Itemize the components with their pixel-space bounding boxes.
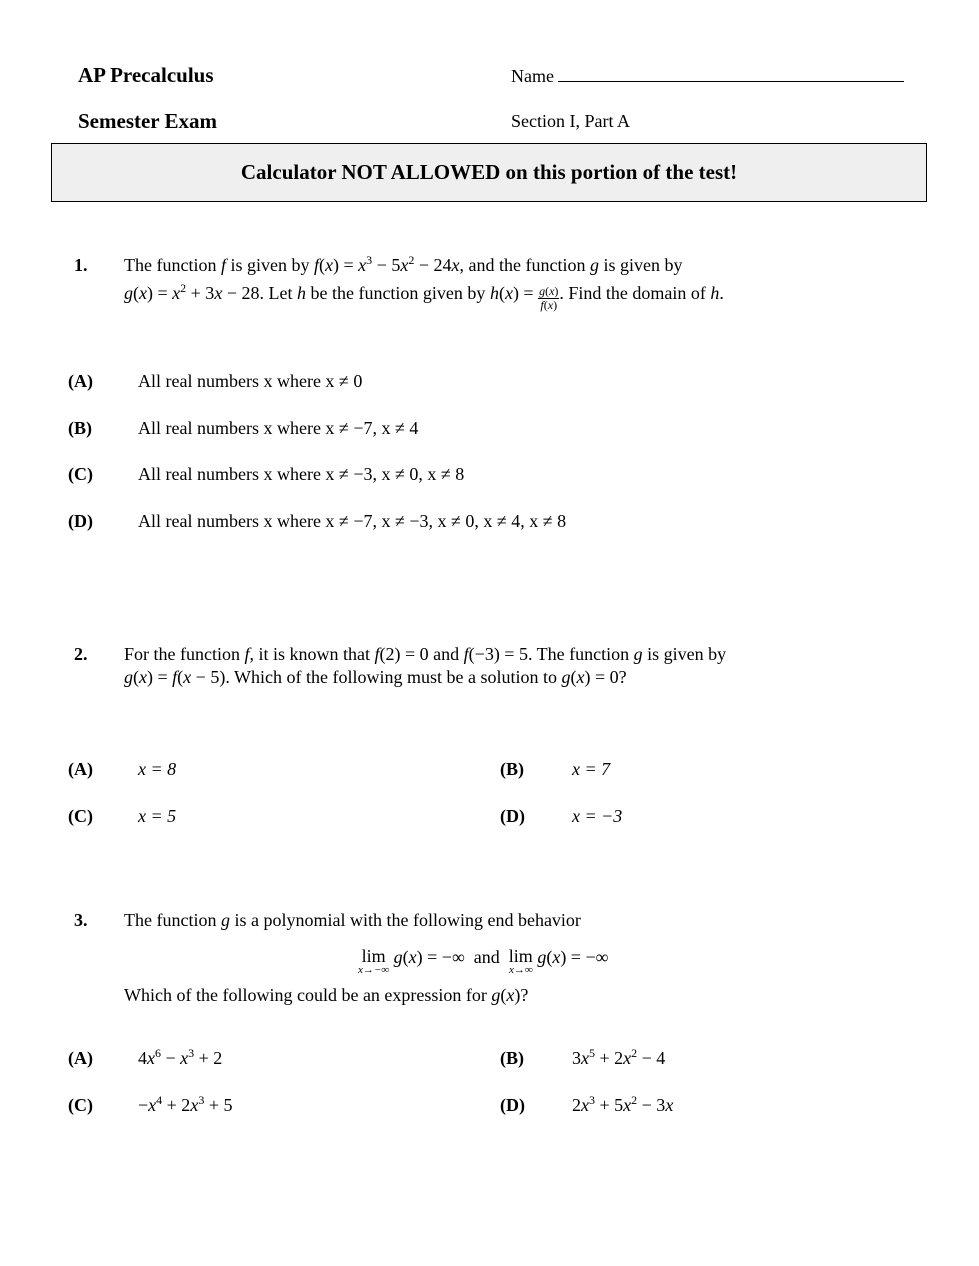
q1-option-d-label[interactable]: (D) — [68, 511, 93, 531]
q3-text-c: Which of the following could be an expression for — [124, 985, 487, 1005]
question-3-line-3: Which of the following could be an expression for g(x)? — [124, 985, 529, 1005]
calculator-banner — [51, 143, 927, 202]
question-3-line-1: The function g is a polynomial with the following end behavior — [124, 910, 581, 930]
q2-option-d-text[interactable]: x = −3 — [572, 806, 623, 826]
question-2-line-1: For the function f, it is known that f(2) = 0 and f(−3) = 5. The function g is given by — [124, 644, 727, 664]
q2-option-d-label[interactable]: (D) — [500, 806, 525, 826]
q1-text-e: . Let — [259, 283, 293, 303]
question-1-line-2: $g(x) = x^2 + 3x - 28$. Let h be the function given by h(x) = $\frac{g(x)}{f(x)}$ . Find the domain of h. — [124, 281, 724, 312]
q2-option-b-label[interactable]: (B) — [500, 759, 524, 779]
q2-text-b: , it is known that — [249, 644, 370, 664]
q3-option-a-text[interactable]: $4x^6 - x^3 + 2$ — [138, 1046, 223, 1068]
q3-text-b: is a polynomial with the following end behavior — [234, 910, 581, 930]
q1-option-c-text[interactable]: All real numbers x where x ≠ −3, x ≠ 0, x ≠ 8 — [138, 464, 465, 484]
question-3-number: 3. — [74, 910, 88, 930]
question-1-line-1: The function f is given by $f(x) = x^3 - 5x^2 - 24x$, and the function g is given by — [124, 253, 683, 275]
question-3-limit-expression: lim x→−∞ g(x) = −∞ and lim x→∞ g(x) = −∞ — [358, 946, 609, 976]
lim-word-1: lim — [361, 946, 386, 966]
q2-text-d: . The function — [527, 644, 630, 664]
q3-option-d-label[interactable]: (D) — [500, 1095, 525, 1115]
q1-text-c: , and the function — [459, 255, 586, 275]
q3-option-a-label[interactable]: (A) — [68, 1048, 93, 1068]
q3-text-a: The function — [124, 910, 217, 930]
exam-title: Semester Exam — [78, 109, 217, 133]
q1-option-c-label[interactable]: (C) — [68, 464, 93, 484]
q1-text-a: The function — [124, 255, 217, 275]
q2-option-a-label[interactable]: (A) — [68, 759, 93, 779]
q1-option-d-text[interactable]: All real numbers x where x ≠ −7, x ≠ −3, x ≠ 0, x ≠ 4, x ≠ 8 — [138, 511, 567, 531]
q1-option-b-text[interactable]: All real numbers x where x ≠ −7, x ≠ 4 — [138, 418, 419, 438]
course-title: AP Precalculus — [78, 63, 214, 87]
question-2-line-2: g(x) = f(x − 5). Which of the following must be a solution to g(x) = 0? — [124, 667, 627, 687]
q2-text-f: . Which of the following must be a solution to — [225, 667, 557, 687]
q2-text-a: For the function — [124, 644, 240, 664]
q2-option-a-text[interactable]: x = 8 — [138, 759, 177, 779]
question-2-number: 2. — [74, 644, 88, 664]
q3-option-d-text[interactable]: $2x^3 + 5x^2 - 3x$ — [572, 1093, 674, 1115]
q2-option-b-text[interactable]: x = 7 — [572, 759, 611, 779]
q1-text-d: is given by — [603, 255, 683, 275]
fraction-g-over-f: $\frac{g(x)}{f(x)}$ — [539, 284, 559, 312]
q3-and: and — [473, 947, 500, 967]
q1-option-a-text[interactable]: All real numbers x where x ≠ 0 — [138, 371, 363, 391]
limit-pos-inf: lim x→∞ — [508, 946, 533, 976]
q2-option-c-label[interactable]: (C) — [68, 806, 93, 826]
q1-text-g: . Find the domain of — [559, 283, 706, 303]
name-label: Name — [511, 66, 554, 86]
q1-option-b-label[interactable]: (B) — [68, 418, 92, 438]
q1-option-a-label[interactable]: (A) — [68, 371, 93, 391]
section-label: Section I, Part A — [511, 111, 630, 131]
q1-text-f: be the function given by — [310, 283, 486, 303]
q2-text-c: and — [433, 644, 460, 664]
q3-option-b-text[interactable]: $3x^5 + 2x^2 - 4$ — [572, 1046, 666, 1068]
limit-neg-inf: lim x→−∞ — [358, 946, 390, 976]
lim-word-2: lim — [508, 946, 533, 966]
q1-text-b: is given by — [230, 255, 310, 275]
name-blank-line[interactable] — [558, 65, 904, 82]
name-field[interactable] — [511, 65, 904, 87]
banner-text: Calculator NOT ALLOWED on this portion of the test! — [240, 160, 738, 184]
q3-option-c-text[interactable]: $-x^4 + 2x^3 + 5$ — [138, 1093, 233, 1115]
q3-option-b-label[interactable]: (B) — [500, 1048, 524, 1068]
q3-option-c-label[interactable]: (C) — [68, 1095, 93, 1115]
q2-text-e: is given by — [647, 644, 727, 664]
q2-option-c-text[interactable]: x = 5 — [138, 806, 177, 826]
question-1-number: 1. — [74, 255, 88, 275]
